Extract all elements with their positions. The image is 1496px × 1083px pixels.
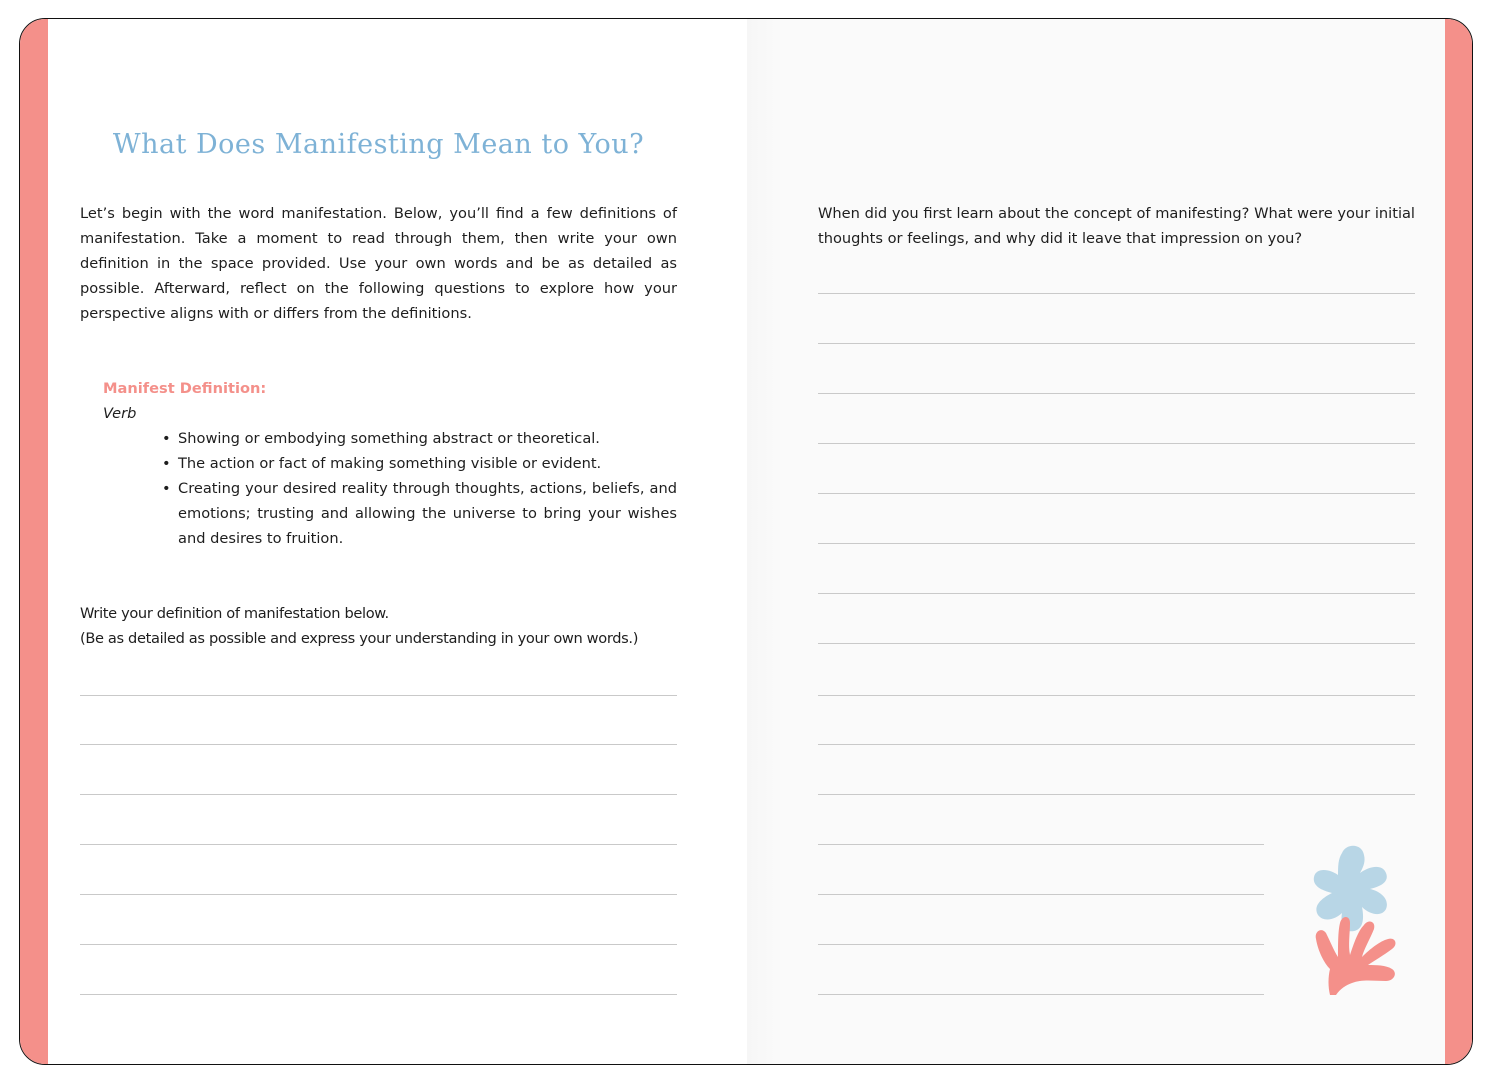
- writing-line[interactable]: [80, 744, 677, 745]
- decoration-art: [1290, 841, 1420, 1001]
- definition-item: [162, 451, 677, 476]
- writing-line[interactable]: [818, 994, 1264, 995]
- writing-line[interactable]: [818, 643, 1415, 644]
- writing-line[interactable]: [818, 293, 1415, 294]
- writing-line[interactable]: [80, 695, 677, 696]
- blue-flower-icon: [1314, 846, 1387, 932]
- writing-line[interactable]: [80, 794, 677, 795]
- part-of-speech: Verb: [103, 405, 137, 422]
- bullet-icon: •: [162, 480, 171, 497]
- definition-text: Creating your desired reality through thoughts, actions, beliefs, and emotions; trusting and allowing the universe to bring your wishes and desires to fruition.: [178, 480, 677, 547]
- definition-prompt: [80, 601, 700, 651]
- writing-line[interactable]: [818, 894, 1264, 895]
- writing-line[interactable]: [818, 493, 1415, 494]
- writing-line[interactable]: [80, 844, 677, 845]
- prompt-hint: (Be as detailed as possible and express your understanding in your own words.): [80, 630, 639, 647]
- definition-heading: Manifest Definition:: [103, 380, 267, 397]
- intro-paragraph: Let’s begin with the word manifestation. Below, you’ll find a few definitions of manifestation. Take a moment to read through them, then write your own definition in the space provided. Use your own words and be as detailed as possible. Afterward, reflect on the following questions to explore how your perspective aligns with or differs from the definitions.: [80, 205, 677, 322]
- page-title: What Does Manifesting Mean to You?: [112, 129, 645, 160]
- definition-item: [162, 426, 677, 451]
- left-page-edge: [20, 19, 48, 1064]
- writing-line[interactable]: [818, 794, 1415, 795]
- definition-list: [162, 426, 677, 551]
- reflection-question: When did you first learn about the concept of manifesting? What were your initial thoughts or feelings, and why did it leave that impression on you?: [818, 205, 1415, 247]
- writing-line[interactable]: [80, 944, 677, 945]
- writing-line[interactable]: [818, 844, 1264, 845]
- writing-line[interactable]: [818, 343, 1415, 344]
- definition-text: The action or fact of making something visible or evident.: [178, 455, 602, 472]
- definition-text: Showing or embodying something abstract or theoretical.: [178, 430, 600, 447]
- writing-line[interactable]: [818, 695, 1415, 696]
- writing-line[interactable]: [818, 443, 1415, 444]
- writing-line[interactable]: [818, 593, 1415, 594]
- journal-spread: [19, 18, 1473, 1065]
- writing-line[interactable]: [80, 894, 677, 895]
- writing-line[interactable]: [818, 393, 1415, 394]
- writing-line[interactable]: [818, 543, 1415, 544]
- bullet-icon: •: [162, 455, 171, 472]
- definition-item: [162, 476, 677, 551]
- writing-line[interactable]: [818, 944, 1264, 945]
- writing-line[interactable]: [80, 994, 677, 995]
- writing-line[interactable]: [818, 744, 1415, 745]
- prompt-line: Write your definition of manifestation below.: [80, 605, 389, 622]
- bullet-icon: •: [162, 430, 171, 447]
- right-page-edge: [1445, 19, 1472, 1064]
